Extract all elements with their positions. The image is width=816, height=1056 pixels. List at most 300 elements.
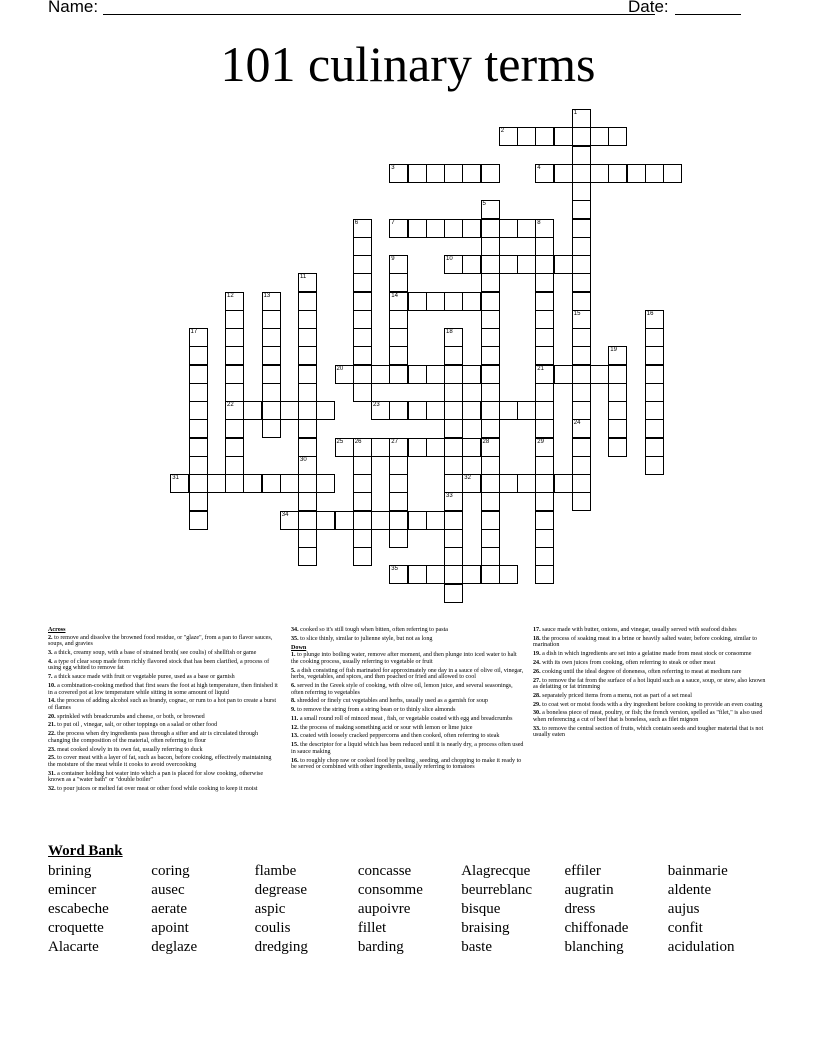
grid-cell[interactable] xyxy=(535,438,554,457)
grid-cell[interactable] xyxy=(335,511,354,530)
grid-cell[interactable] xyxy=(481,219,500,238)
grid-cell[interactable] xyxy=(572,346,591,365)
grid-cell[interactable] xyxy=(572,255,591,274)
grid-cell[interactable] xyxy=(262,328,281,347)
grid-cell[interactable] xyxy=(535,419,554,438)
grid-cell[interactable] xyxy=(572,292,591,311)
grid-cell[interactable] xyxy=(189,419,208,438)
grid-cell[interactable] xyxy=(389,273,408,292)
word-bank-word: apoint xyxy=(151,920,189,936)
grid-cell[interactable] xyxy=(189,456,208,475)
grid-cell[interactable] xyxy=(262,346,281,365)
grid-cell[interactable] xyxy=(535,565,554,584)
cell-number: 25 xyxy=(336,438,344,445)
grid-cell[interactable] xyxy=(353,492,372,511)
grid-cell[interactable] xyxy=(189,474,208,493)
grid-cell[interactable] xyxy=(554,164,573,183)
grid-cell[interactable] xyxy=(444,456,463,475)
grid-cell[interactable] xyxy=(389,456,408,475)
grid-cell[interactable] xyxy=(481,346,500,365)
grid-cell[interactable] xyxy=(572,419,591,438)
grid-cell[interactable] xyxy=(444,474,463,493)
grid-cell[interactable] xyxy=(572,200,591,219)
grid-cell[interactable] xyxy=(481,237,500,256)
grid-cell[interactable] xyxy=(535,255,554,274)
grid-cell[interactable] xyxy=(353,219,372,238)
grid-cell[interactable] xyxy=(243,401,262,420)
grid-cell[interactable] xyxy=(481,255,500,274)
grid-cell[interactable] xyxy=(371,365,390,384)
grid-cell[interactable] xyxy=(481,419,500,438)
grid-cell[interactable] xyxy=(316,474,335,493)
grid-cell[interactable] xyxy=(353,237,372,256)
grid-cell[interactable] xyxy=(353,529,372,548)
grid-cell[interactable] xyxy=(481,474,500,493)
cell-number: 17 xyxy=(190,329,198,335)
grid-cell[interactable] xyxy=(572,456,591,475)
clue-item xyxy=(533,669,768,676)
grid-cell[interactable] xyxy=(389,401,408,420)
grid-cell[interactable] xyxy=(481,438,500,457)
grid-cell[interactable] xyxy=(462,365,481,384)
grid-cell[interactable] xyxy=(444,492,463,511)
grid-cell[interactable] xyxy=(298,365,317,384)
grid-cell[interactable] xyxy=(481,328,500,347)
grid-cell[interactable] xyxy=(298,328,317,347)
grid-cell[interactable] xyxy=(462,292,481,311)
grid-cell[interactable] xyxy=(371,438,390,457)
clue-text: sprinkled with breadcrumbs and cheese, or both, or browned xyxy=(57,713,205,720)
grid-cell[interactable] xyxy=(298,438,317,457)
grid-cell[interactable] xyxy=(481,310,500,329)
grid-cell[interactable] xyxy=(280,511,299,530)
grid-cell[interactable] xyxy=(280,474,299,493)
grid-cell[interactable] xyxy=(572,438,591,457)
grid-cell[interactable] xyxy=(535,365,554,384)
grid-cell[interactable] xyxy=(535,474,554,493)
grid-cell[interactable] xyxy=(389,164,408,183)
grid-cell[interactable] xyxy=(645,346,664,365)
grid-cell[interactable] xyxy=(225,401,244,420)
grid-cell[interactable] xyxy=(535,328,554,347)
grid-cell[interactable] xyxy=(645,419,664,438)
grid-cell[interactable] xyxy=(572,474,591,493)
clue-item xyxy=(291,698,524,705)
grid-cell[interactable] xyxy=(389,511,408,530)
grid-cell[interactable] xyxy=(444,365,463,384)
grid-cell[interactable] xyxy=(353,328,372,347)
grid-cell[interactable] xyxy=(535,237,554,256)
grid-cell[interactable] xyxy=(481,292,500,311)
grid-cell[interactable] xyxy=(535,346,554,365)
grid-cell[interactable] xyxy=(499,127,518,146)
clue-item xyxy=(533,693,768,700)
grid-cell[interactable] xyxy=(481,383,500,402)
grid-cell[interactable] xyxy=(481,492,500,511)
grid-cell[interactable] xyxy=(608,127,627,146)
grid-cell[interactable] xyxy=(535,292,554,311)
grid-cell[interactable] xyxy=(645,456,664,475)
grid-cell[interactable] xyxy=(590,127,609,146)
grid-cell[interactable] xyxy=(225,419,244,438)
grid-cell[interactable] xyxy=(645,438,664,457)
grid-cell[interactable] xyxy=(444,328,463,347)
grid-cell[interactable] xyxy=(316,401,335,420)
grid-cell[interactable] xyxy=(389,474,408,493)
grid-cell[interactable] xyxy=(462,164,481,183)
clue-number: 28. xyxy=(533,692,543,699)
grid-cell[interactable] xyxy=(572,273,591,292)
grid-cell[interactable] xyxy=(298,383,317,402)
grid-cell[interactable] xyxy=(517,474,536,493)
grid-cell[interactable] xyxy=(225,310,244,329)
clue-text: a dish consisting of fish marinated for approximately one day in a sauce of olive oil, vinegar, herbs, vegetables, and spices, and then poached or fried and allowed to cool xyxy=(291,667,524,681)
grid-cell[interactable] xyxy=(262,292,281,311)
grid-cell[interactable] xyxy=(499,565,518,584)
grid-cell[interactable] xyxy=(353,310,372,329)
grid-cell[interactable] xyxy=(444,346,463,365)
grid-cell[interactable] xyxy=(481,565,500,584)
grid-cell[interactable] xyxy=(371,511,390,530)
down-heading: Down xyxy=(291,644,307,651)
grid-cell[interactable] xyxy=(225,365,244,384)
grid-cell[interactable] xyxy=(645,383,664,402)
grid-cell[interactable] xyxy=(353,255,372,274)
clue-item xyxy=(48,683,278,696)
grid-cell[interactable] xyxy=(608,346,627,365)
grid-cell[interactable] xyxy=(572,182,591,201)
grid-cell[interactable] xyxy=(298,292,317,311)
clue-item xyxy=(291,683,524,696)
word-bank-word: braising xyxy=(461,920,510,936)
word-bank-title: Word Bank xyxy=(48,843,123,859)
across-heading: Across xyxy=(48,627,66,633)
grid-cell[interactable] xyxy=(627,164,646,183)
grid-cell[interactable] xyxy=(535,401,554,420)
grid-cell[interactable] xyxy=(408,365,427,384)
grid-cell[interactable] xyxy=(444,565,463,584)
grid-cell[interactable] xyxy=(426,565,445,584)
grid-cell[interactable] xyxy=(189,438,208,457)
grid-cell[interactable] xyxy=(608,401,627,420)
grid-cell[interactable] xyxy=(408,292,427,311)
grid-cell[interactable] xyxy=(535,219,554,238)
grid-cell[interactable] xyxy=(298,346,317,365)
grid-cell[interactable] xyxy=(389,328,408,347)
grid-cell[interactable] xyxy=(389,219,408,238)
grid-cell[interactable] xyxy=(389,529,408,548)
word-bank-word: coulis xyxy=(254,920,291,936)
grid-cell[interactable] xyxy=(353,511,372,530)
clues-column-2 xyxy=(291,627,524,773)
clue-text: the process of adding alcohol such as brandy, cognac, or rum to a hot pan to create a burst of flames xyxy=(48,698,277,711)
grid-cell[interactable] xyxy=(389,255,408,274)
grid-cell[interactable] xyxy=(280,401,299,420)
grid-cell[interactable] xyxy=(408,401,427,420)
grid-cell[interactable] xyxy=(444,511,463,530)
grid-cell[interactable] xyxy=(444,419,463,438)
clue-item xyxy=(533,651,768,658)
word-bank-word: confit xyxy=(667,920,703,936)
cell-number: 12 xyxy=(227,292,234,299)
grid-cell[interactable] xyxy=(462,565,481,584)
grid-cell[interactable] xyxy=(316,511,335,530)
grid-cell[interactable] xyxy=(408,219,427,238)
grid-cell[interactable] xyxy=(462,474,481,493)
grid-cell[interactable] xyxy=(590,365,609,384)
grid-cell[interactable] xyxy=(554,127,573,146)
grid-cell[interactable] xyxy=(608,164,627,183)
grid-cell[interactable] xyxy=(426,219,445,238)
grid-cell[interactable] xyxy=(298,529,317,548)
grid-cell[interactable] xyxy=(298,474,317,493)
grid-cell[interactable] xyxy=(499,219,518,238)
grid-cell[interactable] xyxy=(462,438,481,457)
grid-cell[interactable] xyxy=(225,474,244,493)
clue-number: 18. xyxy=(533,635,543,642)
grid-cell[interactable] xyxy=(517,255,536,274)
grid-cell[interactable] xyxy=(225,438,244,457)
grid-cell[interactable] xyxy=(535,492,554,511)
grid-cell[interactable] xyxy=(645,164,664,183)
grid-cell[interactable] xyxy=(517,401,536,420)
clue-text: to cover meat with a layer of fat, such as bacon, before cooking, effectively maintaining the moisture of the meat while it cooks to avoid overcooking xyxy=(48,755,272,768)
grid-cell[interactable] xyxy=(189,401,208,420)
grid-cell[interactable] xyxy=(353,474,372,493)
grid-cell[interactable] xyxy=(189,365,208,384)
grid-cell[interactable] xyxy=(298,419,317,438)
grid-cell[interactable] xyxy=(572,328,591,347)
grid-cell[interactable] xyxy=(389,565,408,584)
grid-cell[interactable] xyxy=(572,383,591,402)
grid-cell[interactable] xyxy=(572,146,591,165)
grid-cell[interactable] xyxy=(535,164,554,183)
grid-cell[interactable] xyxy=(262,401,281,420)
clue-text: a type of clear soup made from richly flavored stock that has been clarified, a process of using egg whited to remove fat xyxy=(48,658,270,672)
grid-cell[interactable] xyxy=(481,511,500,530)
grid-cell[interactable] xyxy=(189,492,208,511)
grid-cell[interactable] xyxy=(572,127,591,146)
grid-cell[interactable] xyxy=(554,255,573,274)
grid-cell[interactable] xyxy=(499,401,518,420)
grid-cell[interactable] xyxy=(262,383,281,402)
word-bank-word: consomme xyxy=(357,882,423,898)
grid-cell[interactable] xyxy=(499,474,518,493)
grid-cell[interactable] xyxy=(663,164,682,183)
grid-cell[interactable] xyxy=(335,365,354,384)
clue-number: 4. xyxy=(48,658,55,665)
grid-cell[interactable] xyxy=(572,164,591,183)
word-bank-word: Alacarte xyxy=(48,939,99,955)
clue-item xyxy=(291,652,524,665)
grid-cell[interactable] xyxy=(298,456,317,475)
grid-cell[interactable] xyxy=(189,346,208,365)
grid-cell[interactable] xyxy=(426,292,445,311)
grid-cell[interactable] xyxy=(481,456,500,475)
grid-cell[interactable] xyxy=(481,200,500,219)
grid-cell[interactable] xyxy=(262,419,281,438)
grid-cell[interactable] xyxy=(462,255,481,274)
grid-cell[interactable] xyxy=(353,292,372,311)
clue-text: a thick sauce made with fruit or vegetable puree, used as a base or garnish xyxy=(54,674,235,681)
grid-cell[interactable] xyxy=(572,492,591,511)
grid-cell[interactable] xyxy=(353,456,372,475)
grid-cell[interactable] xyxy=(189,511,208,530)
grid-cell[interactable] xyxy=(389,365,408,384)
grid-cell[interactable] xyxy=(298,273,317,292)
clue-text: separately priced items from a menu, not as part of a set meal xyxy=(542,692,692,699)
grid-cell[interactable] xyxy=(481,365,500,384)
grid-cell[interactable] xyxy=(243,474,262,493)
grid-cell[interactable] xyxy=(444,383,463,402)
grid-cell[interactable] xyxy=(444,547,463,566)
grid-cell[interactable] xyxy=(481,529,500,548)
grid-cell[interactable] xyxy=(371,401,390,420)
grid-cell[interactable] xyxy=(645,310,664,329)
grid-cell[interactable] xyxy=(353,383,372,402)
word-bank-word: escabeche xyxy=(48,901,109,917)
grid-cell[interactable] xyxy=(645,401,664,420)
word-bank-word: deglaze xyxy=(151,939,198,955)
cell-number: 9 xyxy=(391,256,395,262)
word-bank-word: bainmarie xyxy=(667,863,728,879)
grid-cell[interactable] xyxy=(444,529,463,548)
grid-cell[interactable] xyxy=(554,474,573,493)
grid-cell[interactable] xyxy=(444,401,463,420)
grid-cell[interactable] xyxy=(298,511,317,530)
grid-cell[interactable] xyxy=(298,492,317,511)
clue-number: 7. xyxy=(48,674,55,681)
grid-cell[interactable] xyxy=(262,365,281,384)
grid-cell[interactable] xyxy=(408,511,427,530)
grid-cell[interactable] xyxy=(444,164,463,183)
clue-text: meat cooked slowly in its own fat, usually referring to duck xyxy=(57,746,203,753)
grid-cell[interactable] xyxy=(389,310,408,329)
grid-cell[interactable] xyxy=(645,328,664,347)
grid-cell[interactable] xyxy=(608,365,627,384)
grid-cell[interactable] xyxy=(572,365,591,384)
grid-cell[interactable] xyxy=(225,346,244,365)
grid-cell[interactable] xyxy=(572,310,591,329)
grid-cell[interactable] xyxy=(645,365,664,384)
word-bank-word: acidulation xyxy=(667,939,735,955)
cell-number: 16 xyxy=(646,310,654,317)
clue-item xyxy=(291,707,524,714)
grid-cell[interactable] xyxy=(389,292,408,311)
grid-cell[interactable] xyxy=(590,164,609,183)
grid-cell[interactable] xyxy=(444,292,463,311)
grid-cell[interactable] xyxy=(298,401,317,420)
grid-cell[interactable] xyxy=(481,164,500,183)
grid-cell[interactable] xyxy=(353,365,372,384)
word-bank-word: degrease xyxy=(254,882,308,898)
clue-text: a container holding hot water into which a pan is placed for slow cooking, otherwise known as a "water bath" or "double boiler" xyxy=(48,770,264,784)
word-bank-word: dredging xyxy=(254,939,308,955)
grid-cell[interactable] xyxy=(353,273,372,292)
grid-cell[interactable] xyxy=(444,438,463,457)
grid-cell[interactable] xyxy=(535,273,554,292)
grid-cell[interactable] xyxy=(535,547,554,566)
grid-cell[interactable] xyxy=(353,346,372,365)
grid-cell[interactable] xyxy=(535,127,554,146)
grid-cell[interactable] xyxy=(353,547,372,566)
grid-cell[interactable] xyxy=(572,237,591,256)
grid-cell[interactable] xyxy=(462,401,481,420)
grid-cell[interactable] xyxy=(189,383,208,402)
grid-cell[interactable] xyxy=(408,164,427,183)
grid-cell[interactable] xyxy=(481,401,500,420)
grid-cell[interactable] xyxy=(170,474,189,493)
grid-cell[interactable] xyxy=(535,383,554,402)
grid-cell[interactable] xyxy=(207,474,226,493)
grid-cell[interactable] xyxy=(535,511,554,530)
grid-cell[interactable] xyxy=(298,547,317,566)
grid-cell[interactable] xyxy=(408,438,427,457)
grid-cell[interactable] xyxy=(389,492,408,511)
grid-cell[interactable] xyxy=(389,438,408,457)
grid-cell[interactable] xyxy=(353,438,372,457)
grid-cell[interactable] xyxy=(225,383,244,402)
grid-cell[interactable] xyxy=(444,219,463,238)
grid-cell[interactable] xyxy=(225,328,244,347)
grid-cell[interactable] xyxy=(572,109,591,128)
grid-cell[interactable] xyxy=(389,346,408,365)
word-bank-word: coring xyxy=(151,863,190,879)
grid-cell[interactable] xyxy=(554,365,573,384)
grid-cell[interactable] xyxy=(426,164,445,183)
grid-cell[interactable] xyxy=(426,401,445,420)
grid-cell[interactable] xyxy=(535,456,554,475)
word-bank-word: flambe xyxy=(254,863,297,879)
grid-cell[interactable] xyxy=(535,529,554,548)
grid-cell[interactable] xyxy=(426,511,445,530)
grid-cell[interactable] xyxy=(499,255,518,274)
grid-cell[interactable] xyxy=(262,474,281,493)
grid-cell[interactable] xyxy=(444,584,463,603)
grid-cell[interactable] xyxy=(462,219,481,238)
clue-item xyxy=(291,668,524,681)
grid-cell[interactable] xyxy=(517,219,536,238)
grid-cell[interactable] xyxy=(572,401,591,420)
grid-cell[interactable] xyxy=(517,127,536,146)
word-bank-word: fillet xyxy=(357,920,387,936)
grid-cell[interactable] xyxy=(189,328,208,347)
grid-cell[interactable] xyxy=(426,438,445,457)
grid-cell[interactable] xyxy=(225,292,244,311)
grid-cell[interactable] xyxy=(408,565,427,584)
grid-cell[interactable] xyxy=(535,310,554,329)
grid-cell[interactable] xyxy=(481,273,500,292)
grid-cell[interactable] xyxy=(262,310,281,329)
grid-cell[interactable] xyxy=(481,547,500,566)
grid-cell[interactable] xyxy=(444,255,463,274)
cell-number: 2 xyxy=(500,128,505,135)
word-bank-word: chiffonade xyxy=(564,920,629,936)
grid-cell[interactable] xyxy=(608,419,627,438)
grid-cell[interactable] xyxy=(608,438,627,457)
cell-number: 31 xyxy=(172,475,179,481)
word-bank-word: aerate xyxy=(151,901,188,917)
grid-cell[interactable] xyxy=(225,456,244,475)
clue-item xyxy=(533,726,768,739)
grid-cell[interactable] xyxy=(426,365,445,384)
clue-item xyxy=(291,725,524,732)
cell-number: 4 xyxy=(537,164,541,171)
grid-cell[interactable] xyxy=(572,219,591,238)
grid-cell[interactable] xyxy=(298,310,317,329)
grid-cell[interactable] xyxy=(608,383,627,402)
grid-cell[interactable] xyxy=(335,438,354,457)
